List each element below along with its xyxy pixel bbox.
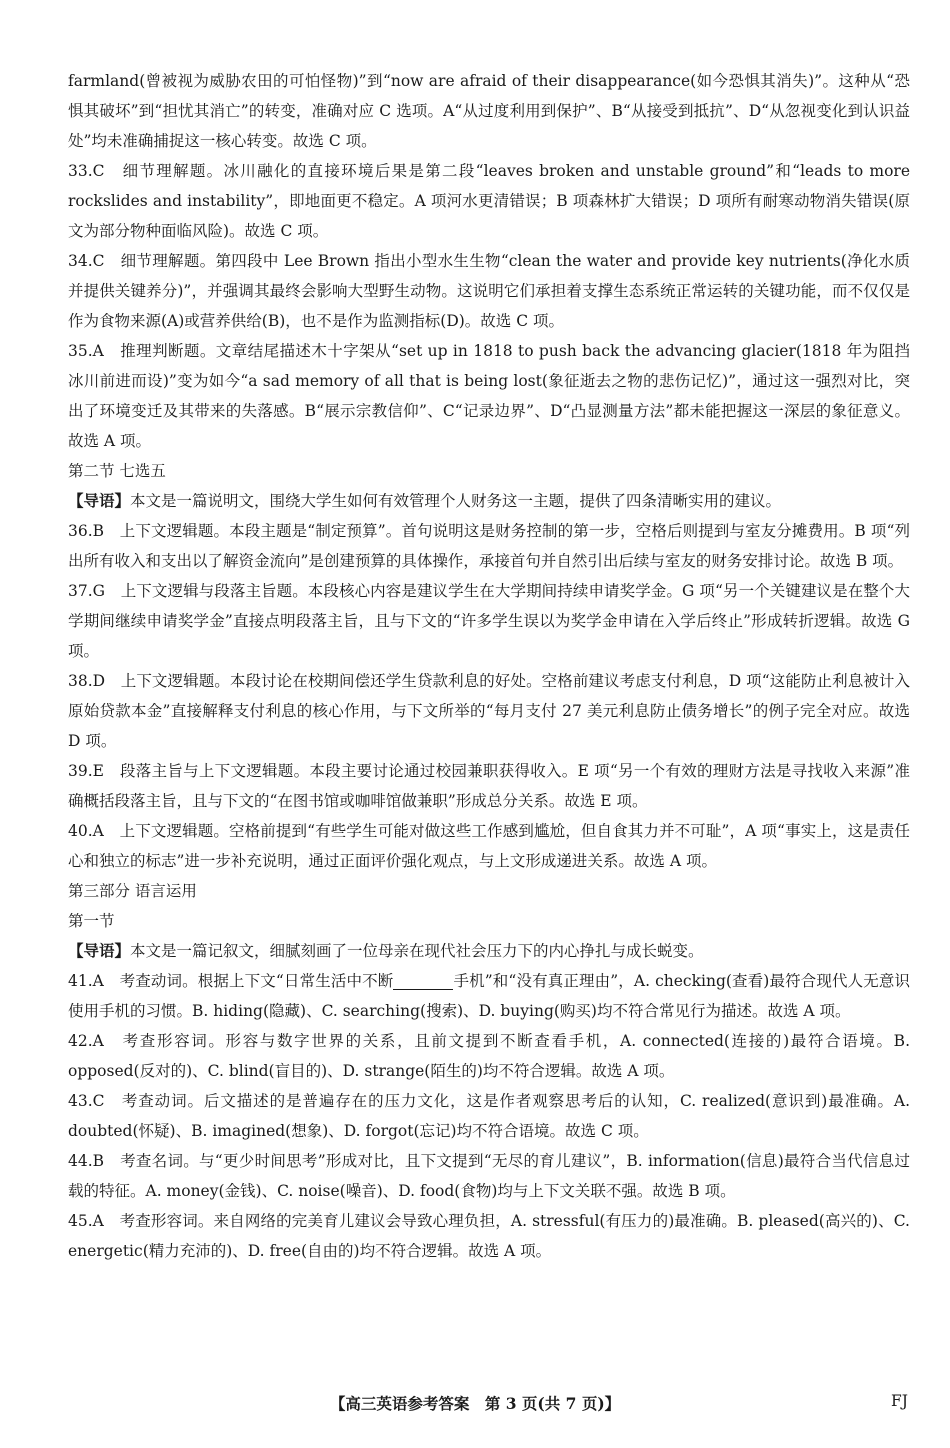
answer-item-44: 44.B 考查名词。与“更少时间思考”形成对比，且下文提到“无尽的育儿建议”，B. information(信息)最符合当代信息过载的特征。A. money(金钱)、C. noise(噪音)、D. food(食物)均与上下文关联不强。故选 B 项。 (68, 1152, 910, 1200)
section-3-subheading: 第一节 (68, 912, 115, 930)
footer-code: FJ (891, 1392, 908, 1410)
guide-text: 本文是一篇记叙文，细腻刻画了一位母亲在现代社会压力下的内心挣扎与成长蜕变。 (130, 942, 704, 960)
section-2-guide (68, 486, 910, 516)
answer-item-34: 34.C 细节理解题。第四段中 Lee Brown 指出小型水生生物“clean the water and provide key nutrients(净化水质并提供关键养分)”，并强调其最终会影响大型野生动物。这说明它们承担着支撑生态系统正常运转的关键功能，而不仅仅是作为食物来源(A)或营养供给(B)，也不是作为监测指标(D)。故选 C 项。 (68, 252, 910, 330)
answer-item-35: 35.A 推理判断题。文章结尾描述木十字架从“set up in 1818 to push back the advancing glacier(1818 年为阻挡冰川前进而设)”变为如今“a sad memory of all that is being lost(象征逝去之物的悲伤记忆)”，通过这一强烈对比，突出了环境变迁及其带来的失落感。B“展示宗教信仰”、C“记录边界”、D“凸显测量方法”都未能把握这一深层的象征意义。故选 A 项。 (68, 342, 910, 450)
footer-page-label: 【高三英语参考答案 第 3 页(共 7 页)】 (329, 1394, 621, 1413)
answer-item-39: 39.E 段落主旨与上下文逻辑题。本段主要讨论通过校园兼职获得收入。E 项“另一个有效的理财方法是寻找收入来源”准确概括段落主旨，且与下文的“在图书馆或咖啡馆做兼职”形成总分关系。故选 E 项。 (68, 762, 910, 810)
section-2-heading: 第二节 七选五 (68, 462, 166, 480)
answer-item-40: 40.A 上下文逻辑题。空格前提到“有些学生可能对做这些工作感到尴尬，但自食其力并不可耻”，A 项“事实上，这是责任心和独立的标志”进一步补充说明，通过正面评价强化观点，与上文形成递进关系。故选 A 项。 (68, 822, 910, 870)
section-3-guide (68, 936, 910, 966)
answer-item-41 (68, 966, 910, 1026)
answer-item-43: 43.C 考查动词。后文描述的是普遍存在的压力文化，这是作者观察思考后的认知，C. realized(意识到)最准确。A. doubted(怀疑)、B. imagined(想象)、D. forgot(忘记)均不符合语境。故选 C 项。 (68, 1092, 910, 1140)
answer-item-45: 45.A 考查形容词。来自网络的完美育儿建议会导致心理负担，A. stressful(有压力的)最准确。B. pleased(高兴的)、C. energetic(精力充沛的)、D. free(自由的)均不符合逻辑。故选 A 项。 (68, 1212, 910, 1260)
item-41-part-b: 手机”和“没有真正理由”，A. checking(查看)最符合现代人无意识使用手机的习惯。B. hiding(隐藏)、C. searching(搜索)、D. buying(购买)均不符合常见行为描述。故选 A 项。 (68, 972, 910, 1020)
intro-paragraph: farmland(曾被视为威胁农田的可怕怪物)”到“now are afraid of their disappearance(如今恐惧其消失)”。这种从“恐惧其破坏”到“担忧其消亡”的转变，准确对应 C 选项。A“从过度利用到保护”、B“从接受到抵抗”、D“从忽视变化到认识益处”均未准确捕捉这一核心转变。故选 C 项。 (68, 72, 910, 150)
section-3-heading: 第三部分 语言运用 (68, 882, 197, 900)
guide-tag: 【导语】 (68, 491, 131, 510)
answer-item-36: 36.B 上下文逻辑题。本段主题是“制定预算”。首句说明这是财务控制的第一步，空格后则提到与室友分摊费用。B 项“列出所有收入和支出以了解资金流向”是创建预算的具体操作，承接首句并自然引出后续与室友的财务安排讨论。故选 B 项。 (68, 522, 910, 570)
answer-item-33: 33.C 细节理解题。冰川融化的直接环境后果是第二段“leaves broken and unstable ground”和“leads to more rockslides and instability”，即地面更不稳定。A 项河水更清错误；B 项森林扩大错误；D 项所有耐寒动物消失错误(原文为部分物种面临风险)。故选 C 项。 (68, 162, 910, 240)
answer-document (68, 66, 910, 1266)
answer-item-38: 38.D 上下文逻辑题。本段讨论在校期间偿还学生贷款利息的好处。空格前建议考虑支付利息，D 项“这能防止利息被计入原始贷款本金”直接解释支付利息的核心作用，与下文所举的“每月支付 27 美元利息防止债务增长”的例子完全对应。故选 D 项。 (68, 672, 910, 750)
page-footer (0, 1392, 950, 1422)
fill-blank (393, 971, 453, 990)
guide-tag: 【导语】 (68, 941, 131, 960)
item-41-part-a: 41.A 考查动词。根据上下文“日常生活中不断 (68, 972, 394, 990)
guide-text: 本文是一篇说明文，围绕大学生如何有效管理个人财务这一主题，提供了四条清晰实用的建议。 (130, 492, 782, 510)
answer-item-37: 37.G 上下文逻辑与段落主旨题。本段核心内容是建议学生在大学期间持续申请奖学金。G 项“另一个关键建议是在整个大学期间继续申请奖学金”直接点明段落主旨，且与下文的“许多学生误以为奖学金申请在入学后终止”形成转折逻辑。故选 G 项。 (68, 582, 910, 660)
answer-item-42: 42.A 考查形容词。形容与数字世界的关系，且前文提到不断查看手机，A. connected(连接的)最符合语境。B. opposed(反对的)、C. blind(盲目的)、D. strange(陌生的)均不符合逻辑。故选 A 项。 (68, 1032, 910, 1080)
